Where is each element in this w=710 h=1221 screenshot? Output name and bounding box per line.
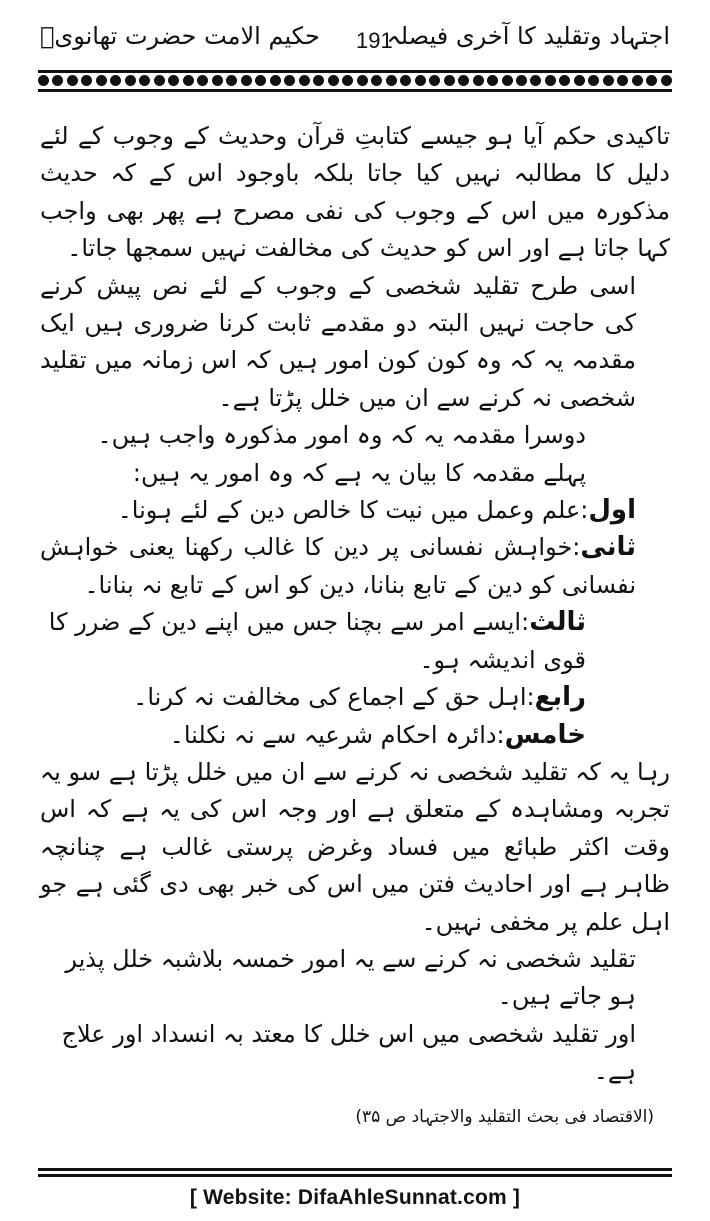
list-label: خامس xyxy=(504,719,586,750)
list-item xyxy=(40,679,670,716)
divider-rule xyxy=(38,70,672,73)
list-item xyxy=(40,717,670,754)
paragraph: اور تقلید شخصی میں اس خلل کا معتد بہ انسداد اور علاج ہے۔ xyxy=(61,1019,636,1086)
website-footer: [ Website: DifaAhleSunnat.com ] xyxy=(189,1186,521,1209)
paragraph: تقلید شخصی نہ کرنے سے یہ امور خمسہ بلاشبہ خلل پذیر ہو جاتے ہیں۔ xyxy=(65,944,636,1011)
paragraph: تاکیدی حکم آیا ہو جیسے کتابتِ قرآن وحدیث کے وجوب کے لئے دلیل کا مطالبہ نہیں کیا جاتا بلکہ باوجود اس کے کہ حدیث مذکورہ میں اس کے وجوب کی نفی مصرح ہے پھر بھی واجب کہا جاتا ہے اور اس کو حدیث کی مخالفت نہیں سمجھا جاتا۔ xyxy=(40,122,670,263)
page-header xyxy=(40,22,670,62)
paragraph: اسی طرح تقلید شخصی کے وجوب کے لئے نص پیش کرنے کی حاجت نہیں البتہ دو مقدمے ثابت کرنا ضروری ہیں ایک مقدمہ یہ کہ وہ کون کون امور ہیں کہ اس زمانہ میں تقلید شخصی نہ کرنے سے ان میں خلل پڑتا ہے۔ xyxy=(40,271,636,412)
dotted-border xyxy=(38,75,672,87)
author-title: حکیم الامت حضرت تھانویؒ xyxy=(40,22,320,50)
list-text: :خواہش نفسانی پر دین کا غالب رکھنا یعنی خواہش نفسانی کو دین کے تابع بنانا، دین کو اس کے تابع نہ بنانا۔ xyxy=(40,533,636,599)
paragraph: رہا یہ کہ تقلید شخصی نہ کرنے سے ان میں خلل پڑتا ہے سو یہ تجربہ ومشاہدہ کے متعلق ہے اور وجہ اس کی یہ ہے کہ اس وقت اکثر طبائع میں فساد وغرض پرستی غالب ہے چنانچہ ظاہر ہے اور احادیث فتن میں اس کی خبر بھی دی گئی ہے جو اہل علم پر مخفی نہیں۔ xyxy=(40,757,670,936)
citation: (الاقتصاد فی بحث التقلید والاجتہاد ص ۳۵) xyxy=(355,1106,654,1127)
book-title: اجتہاد وتقلید کا آخری فیصلہ xyxy=(386,22,670,50)
footer-divider xyxy=(38,1168,672,1178)
list-item xyxy=(40,604,670,679)
list-text: :اہل حق کے اجماع کی مخالفت نہ کرنا۔ xyxy=(133,683,535,712)
page-number: 191 xyxy=(356,28,393,53)
list-label: اول xyxy=(588,495,636,526)
divider-rule xyxy=(38,1168,672,1171)
divider-rule xyxy=(38,1174,672,1177)
page-body xyxy=(40,118,670,1136)
list-label: ثانی xyxy=(580,532,636,563)
paragraph: دوسرا مقدمہ یہ کہ وہ امور مذکورہ واجب ہیں۔ xyxy=(97,421,586,450)
paragraph: پہلے مقدمہ کا بیان یہ ہے کہ وہ امور یہ ہیں: xyxy=(132,458,586,487)
list-text: :دائرہ احکام شرعیہ سے نہ نکلنا۔ xyxy=(169,720,505,749)
list-label: ثالث xyxy=(529,607,586,638)
divider-rule xyxy=(38,89,672,92)
list-item xyxy=(40,529,670,604)
list-text: :ایسے امر سے بچنا جس میں اپنے دین کے ضرر کا قوی اندیشہ ہو۔ xyxy=(48,608,586,674)
list-item xyxy=(40,492,670,529)
list-text: :علم وعمل میں نیت کا خالص دین کے لئے ہونا۔ xyxy=(117,496,589,525)
list-label: رابع xyxy=(534,682,586,713)
header-ornament-divider xyxy=(38,70,672,92)
